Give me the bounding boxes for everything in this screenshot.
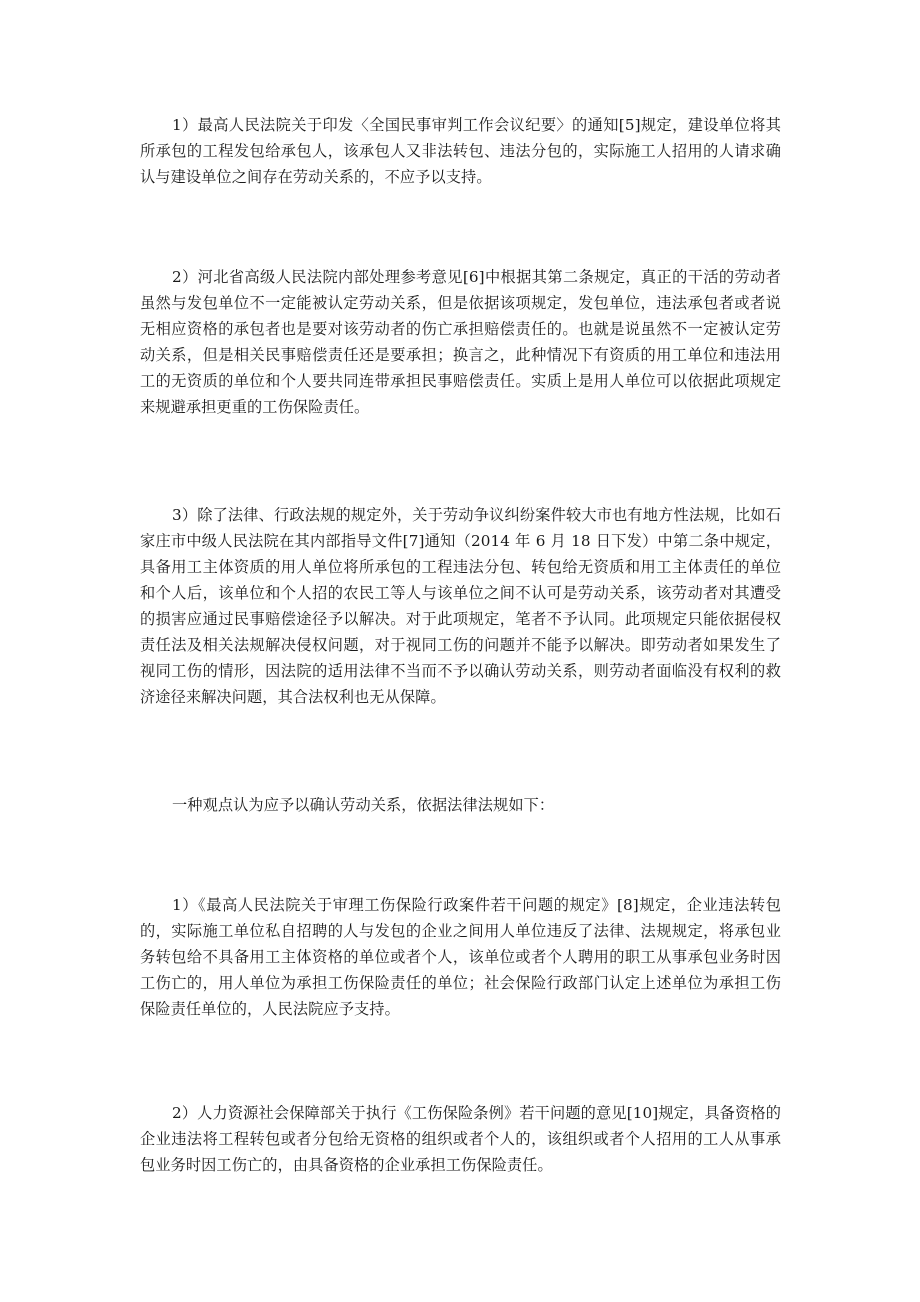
paragraph-3: 3）除了法律、行政法规的规定外，关于劳动争议纠纷案件较大市也有地方性法规，比如石家庄市中级人民法院在其内部指导文件[7]通知（2014 年 6 月 18 日下发）中第二条中规定，具备用工主体资质的用人单位将所承包的工程违法分包、转包给无资质和用工主体责任的单位和个人后，该单位和个人招的农民工等人与该单位之间不认可是劳动关系，该劳动者对其遭受的损害应通过民事赔偿途径予以解决。对于此项规定，笔者不予认同。此项规定只能依据侵权责任法及相关法规解决侵权问题，对于视同工伤的问题并不能予以解决。即劳动者如果发生了视同工伤的情形，因法院的适用法律不当而不予以确认劳动关系，则劳动者面临没有权利的救济途径来解决问题，其合法权利也无从保障。: [140, 506, 781, 706]
paragraph-6: 2）人力资源社会保障部关于执行《工伤保险条例》若干问题的意见[10]规定，具备资格的企业违法将工程转包或者分包给无资格的组织或者个人的，该组织或者个人招用的工人从事承包业务时因工伤亡的，由具备资格的企业承担工伤保险责任。: [140, 1104, 781, 1174]
paragraph-2: 2）河北省高级人民法院内部处理参考意见[6]中根据其第二条规定，真正的干活的劳动者虽然与发包单位不一定能被认定劳动关系，但是依据该项规定，发包单位，违法承包者或者说无相应资格的承包者也是要对该劳动者的伤亡承担赔偿责任的。也就是说虽然不一定被认定劳动关系，但是相关民事赔偿责任还是要承担；换言之，此种情况下有资质的用工单位和违法用工的无资质的单位和个人要共同连带承担民事赔偿责任。实质上是用人单位可以依据此项规定来规避承担更重的工伤保险责任。: [140, 268, 781, 416]
paragraph-4: 一种观点认为应予以确认劳动关系，依据法律法规如下：: [172, 796, 555, 814]
paragraph-5: 1）《最高人民法院关于审理工伤保险行政案件若干问题的规定》[8]规定，企业违法转包的，实际施工单位私自招聘的人与发包的企业之间用人单位违反了法律、法规规定，将承包业务转包给不具备用工主体资格的单位或者个人，该单位或者个人聘用的职工从事承包业务时因工伤亡的，用人单位为承担工伤保险责任的单位；社会保险行政部门认定上述单位为承担工伤保险责任单位的，人民法院应予支持。: [140, 896, 781, 1018]
paragraph-1: 1）最高人民法院关于印发〈全国民事审判工作会议纪要〉的通知[5]规定，建设单位将其所承包的工程发包给承包人，该承包人又非法转包、违法分包的，实际施工人招用的人请求确认与建设单位之间存在劳动关系的，不应予以支持。: [140, 116, 781, 186]
